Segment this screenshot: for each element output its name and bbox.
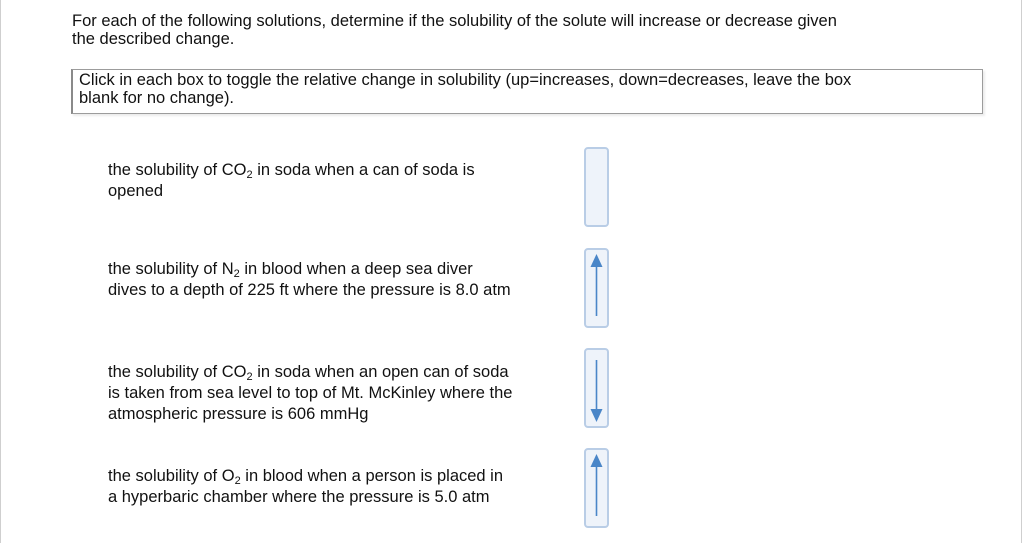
item-1-description xyxy=(108,160,578,202)
down-arrow-icon xyxy=(586,350,607,426)
item-2-description xyxy=(108,259,578,301)
item-4-description xyxy=(108,466,578,508)
item-3-toggle-box[interactable] xyxy=(584,348,609,428)
item-2-toggle-box[interactable] xyxy=(584,248,609,328)
item-3-description xyxy=(108,362,578,425)
item-3-line-2: is taken from sea level to top of Mt. McKinley where the xyxy=(108,384,513,402)
item-2-line-1: the solubility of $N_2$ in blood when a deep sea diver xyxy=(108,260,473,280)
question-line-2: the described change. xyxy=(72,30,235,48)
item-4-line-2: a hyperbaric chamber where the pressure is 5.0 atm xyxy=(108,488,490,506)
item-1-toggle-box[interactable] xyxy=(584,147,609,227)
instructions-line-1: Click in each box to toggle the relative change in solubility (up=increases, down=decreases, leave the box xyxy=(79,71,852,89)
question-prompt xyxy=(72,12,972,48)
instructions-line-2: blank for no change). xyxy=(79,89,235,107)
up-arrow-icon xyxy=(586,250,607,326)
item-4-line-1: the solubility of $O_2$ in blood when a person is placed in xyxy=(108,467,504,487)
question-line-1: For each of the following solutions, determine if the solubility of the solute will increase or decrease given xyxy=(72,12,837,30)
instructions-box xyxy=(71,69,983,114)
item-2-line-2: dives to a depth of 225 ft where the pressure is 8.0 atm xyxy=(108,281,511,299)
item-1-line-2: opened xyxy=(108,182,164,200)
item-1-line-1: the solubility of $CO_2$ in soda when a can of soda is xyxy=(108,161,475,181)
item-3-line-3: atmospheric pressure is 606 mmHg xyxy=(108,405,369,423)
item-3-line-1: the solubility of $CO_2$ in soda when an open can of soda xyxy=(108,363,509,383)
up-arrow-icon xyxy=(586,450,607,526)
item-4-toggle-box[interactable] xyxy=(584,448,609,528)
